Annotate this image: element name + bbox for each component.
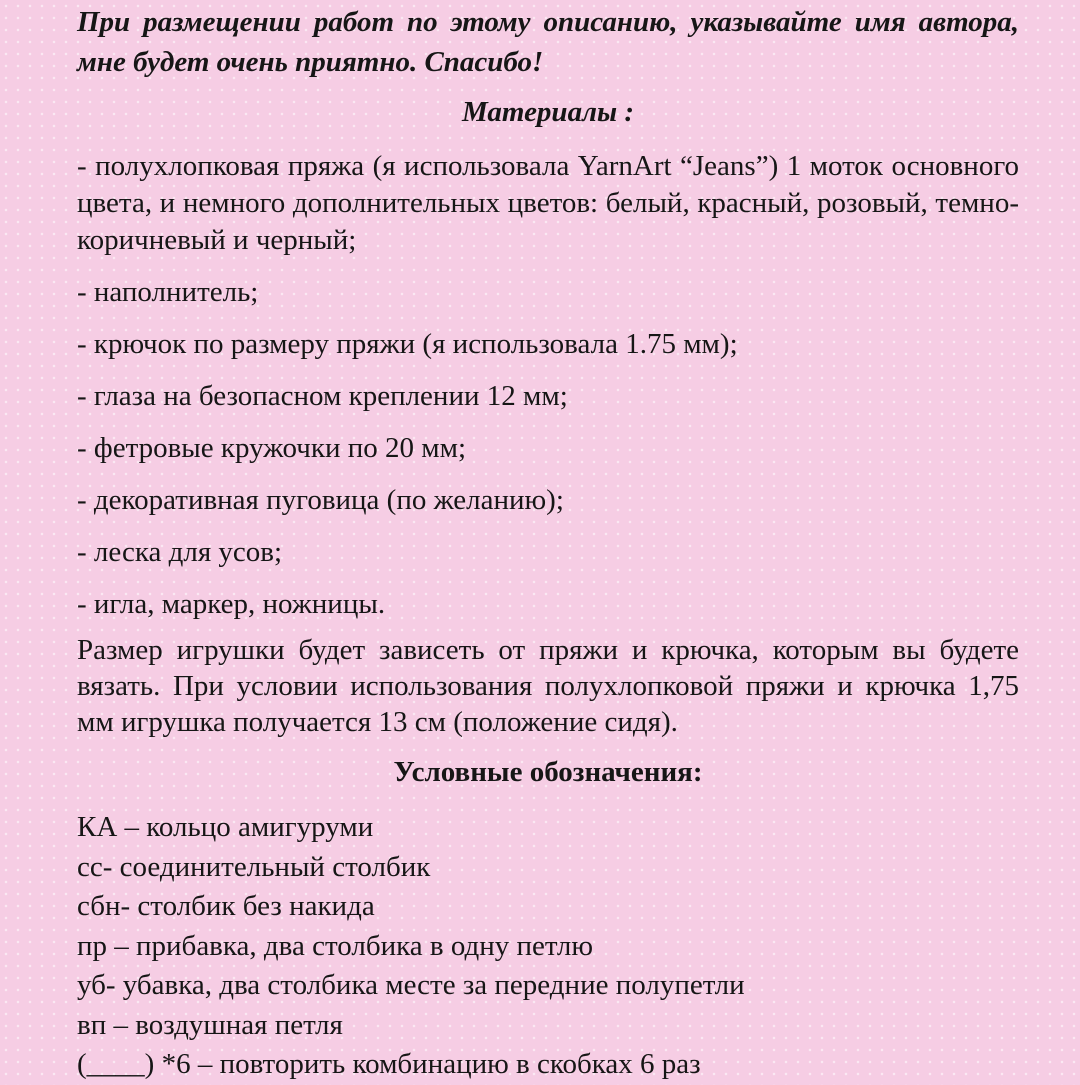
abbreviation-repeat: (____) *6 – повторить комбинацию в скобках 6 раз [77, 1048, 701, 1080]
materials-item-tools: - игла, маркер, ножницы. [77, 588, 386, 620]
abbreviation-magic-ring: КА – кольцо амигуруми [77, 811, 374, 843]
materials-item-hook: - крючок по размеру пряжи (я использовала 1.75 мм); [77, 328, 738, 360]
materials-item-button: - декоративная пуговица (по желанию); [77, 484, 564, 516]
pattern-page [77, 0, 1019, 1080]
materials-list [77, 148, 1019, 637]
abbreviation-chain: вп – воздушная петля [77, 1008, 343, 1041]
materials-item-safety-eyes: - глаза на безопасном креплении 12 мм; [77, 380, 568, 412]
abbreviation-single-crochet: сбн- столбик без накида [77, 890, 375, 922]
abbreviations-list [77, 808, 1019, 1085]
abbreviation-decrease: уб- убавка, два столбика месте за передние полупетли [77, 969, 745, 1001]
materials-item-fishing-line: - леска для усов; [77, 536, 283, 568]
materials-item-stuffing: - наполнитель; [77, 276, 259, 308]
abbreviation-slip-stitch: сс- соединительный столбик [77, 850, 431, 883]
author-credit-note: При размещении работ по этому описанию, указывайте имя автора, мне будет очень приятно. Спасибо! [77, 6, 1019, 78]
abbreviation-increase: пр – прибавка, два столбика в одну петлю [77, 929, 593, 962]
toy-size-note: Размер игрушки будет зависеть от пряжи и крючка, которым вы будете вязать. При условии использования полухлопковой пряжи и крючка 1,75 мм игрушка получается 13 см (положение сидя). [77, 634, 1019, 738]
legend-heading: Условные обозначения: [393, 756, 703, 788]
materials-heading: Материалы : [462, 96, 634, 128]
materials-item-felt-circles: - фетровые кружочки по 20 мм; [77, 432, 467, 464]
materials-item-yarn: - полухлопковая пряжа (я использовала YarnArt “Jeans”) 1 моток основного цвета, и немного дополнительных цветов: белый, красный, розовый, темно-коричневый и черный; [77, 150, 1019, 256]
